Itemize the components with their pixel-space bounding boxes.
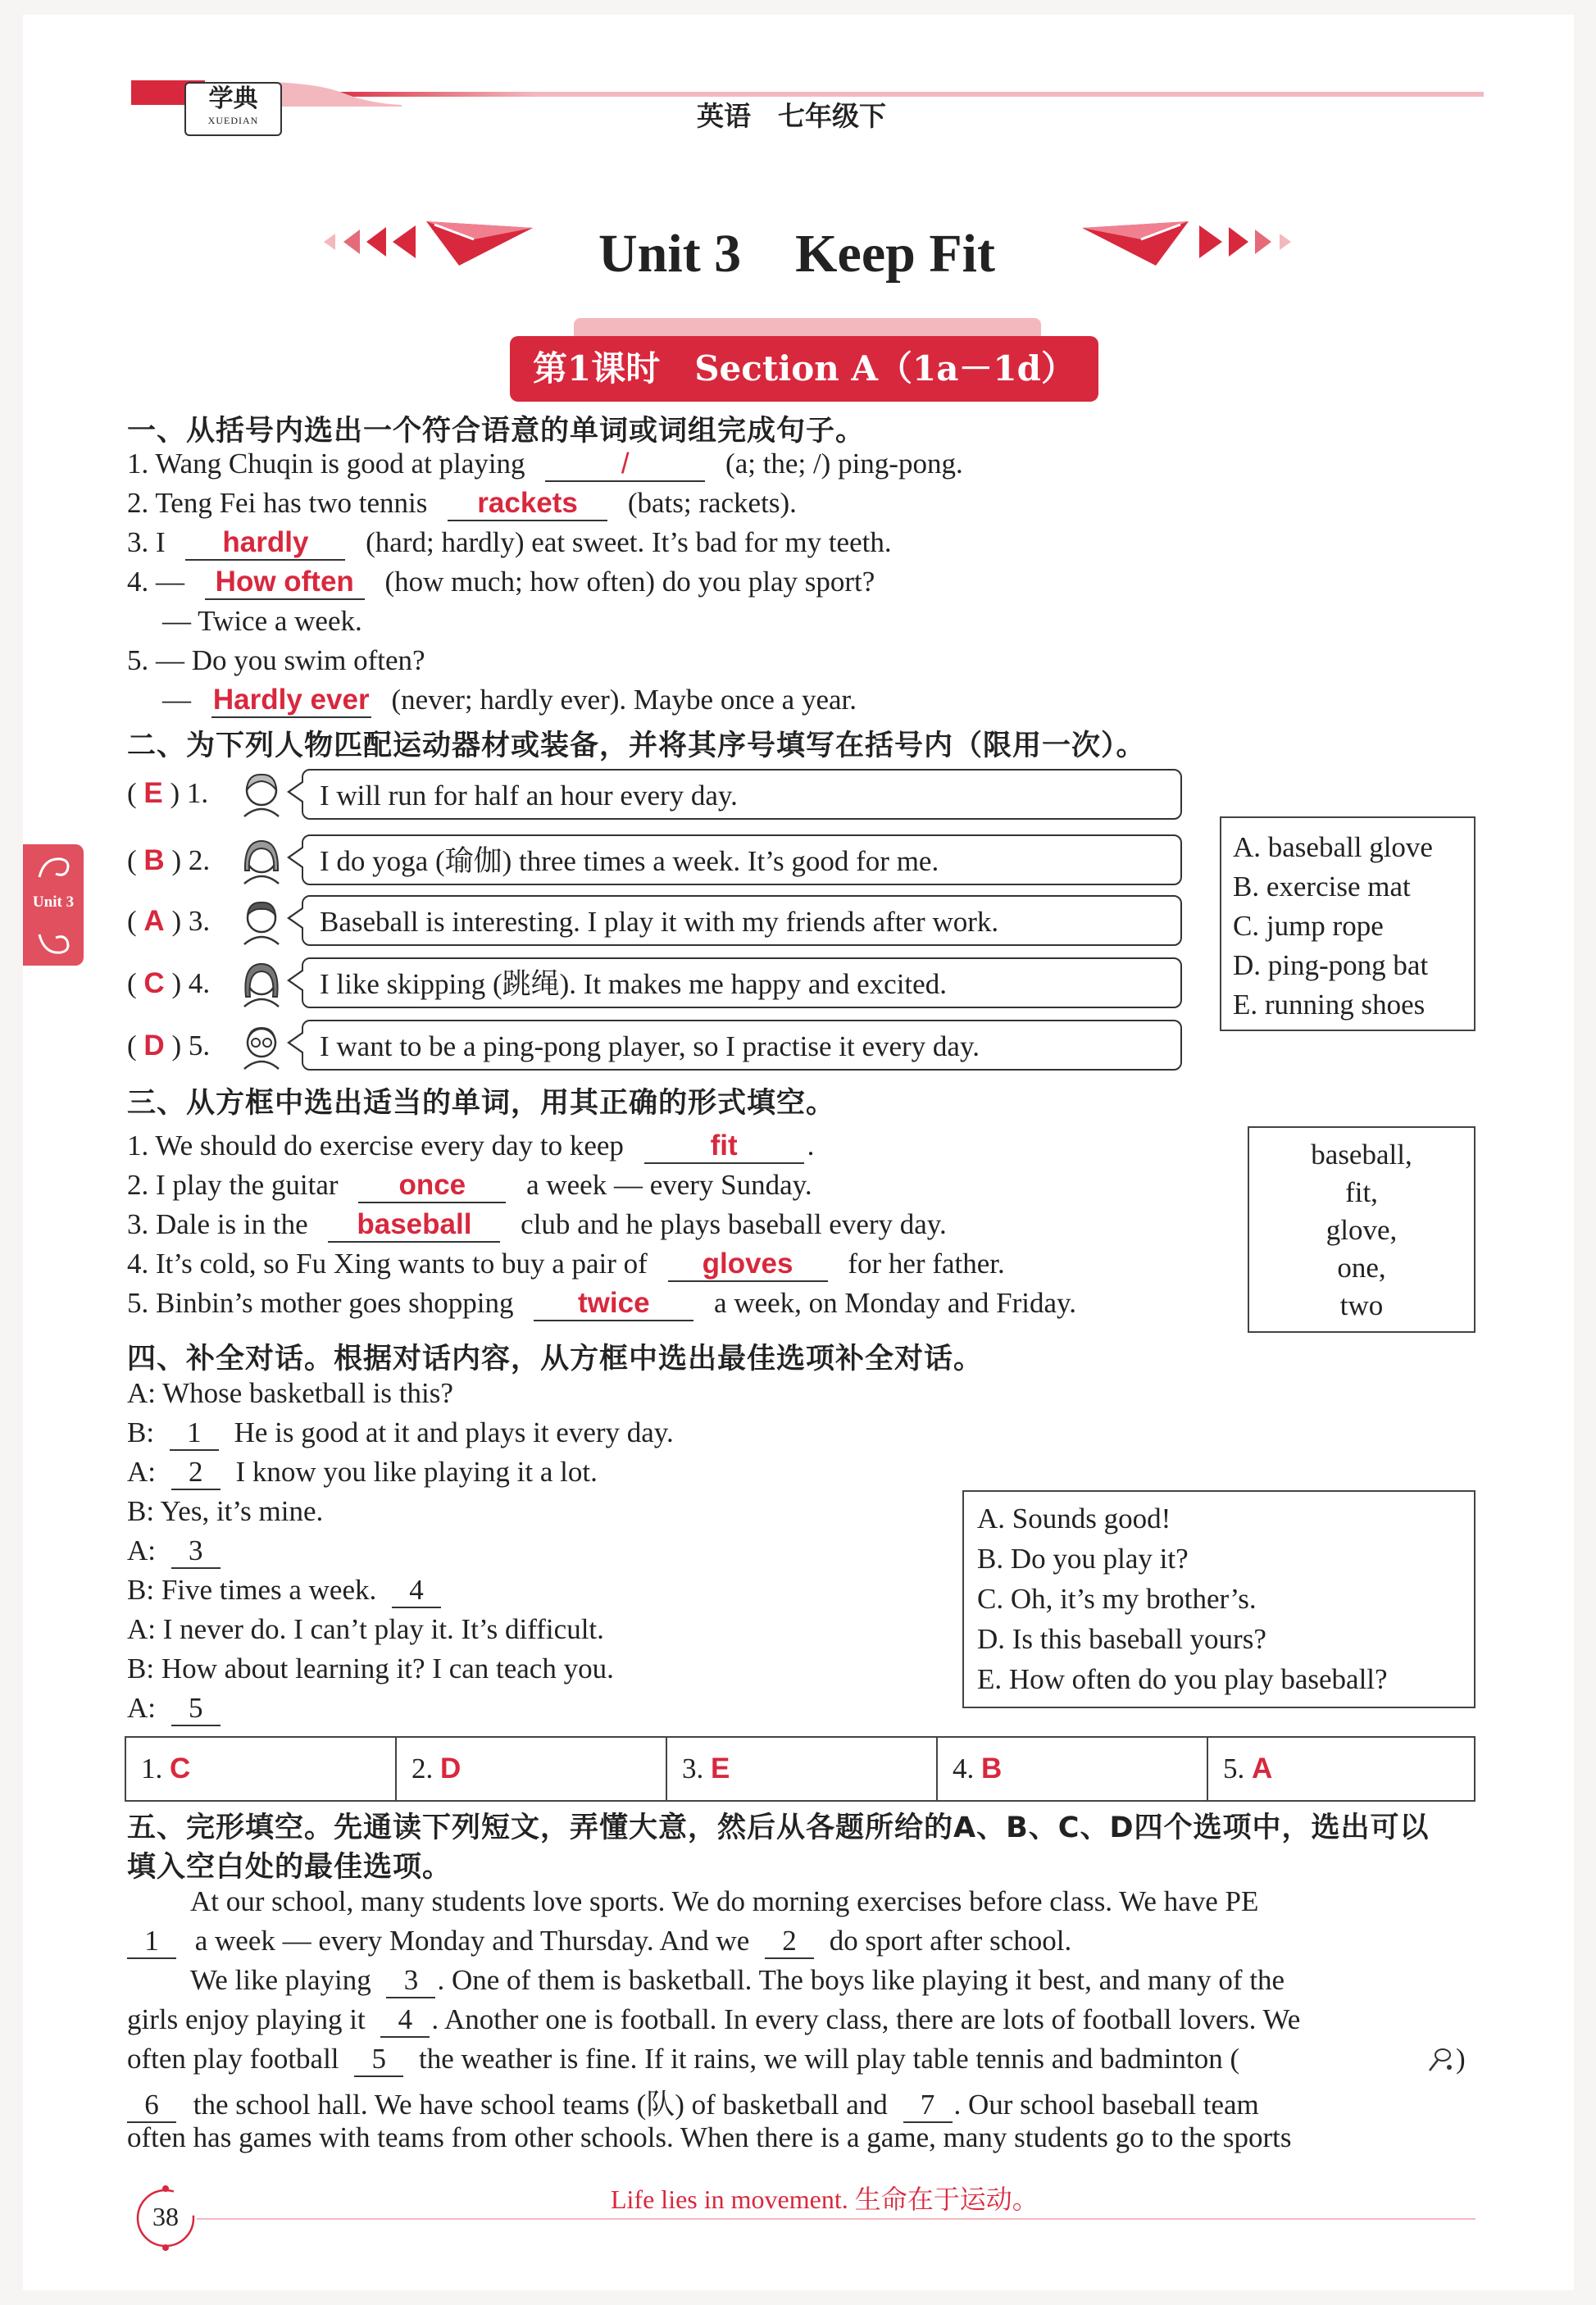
p4-answer-cell bbox=[397, 1738, 667, 1800]
p4-dialog-6 bbox=[127, 1574, 449, 1608]
p2-item-4-answer: C bbox=[143, 967, 165, 999]
p5-blank-1: 1 bbox=[127, 1925, 176, 1959]
woman-avatar-icon bbox=[238, 838, 285, 885]
p2-item-3-num: ( A ) 3. bbox=[127, 905, 211, 937]
p2-item-4-number: 4. bbox=[188, 967, 211, 999]
p5-blank-6: 6 bbox=[127, 2089, 176, 2123]
paper-plane-left-icon bbox=[426, 215, 533, 272]
side-tab-label: Unit 3 bbox=[32, 893, 75, 911]
p4-blank-1: 1 bbox=[170, 1416, 219, 1451]
p5-line-4 bbox=[127, 2003, 1300, 2038]
p3-q4-end: for her father. bbox=[848, 1248, 1005, 1280]
p5-blank-7: 7 bbox=[903, 2089, 953, 2123]
p1-q3 bbox=[127, 526, 892, 561]
header-swoosh bbox=[271, 82, 402, 107]
p3-q4-answer: gloves bbox=[668, 1248, 828, 1282]
woman-avatar-icon bbox=[238, 771, 285, 818]
p2-item-3-bubble: Baseball is interesting. I play it with my friends after work. bbox=[302, 895, 1182, 946]
p1-q1 bbox=[127, 448, 963, 482]
p4-answer-num: 5. bbox=[1223, 1753, 1245, 1784]
lesson-title: 第1课时 Section A（1a－1d） bbox=[533, 348, 1075, 389]
p2-item-2-num: ( B ) 2. bbox=[127, 844, 211, 876]
footer-motto: Life lies in movement. 生命在于运动。 bbox=[611, 2185, 1039, 2214]
p2-item-4-num: ( C ) 4. bbox=[127, 967, 211, 999]
p1-q1-options: (a; the; /) ping-pong. bbox=[725, 448, 963, 480]
p2-item-2-answer: B bbox=[143, 844, 165, 876]
p4-speaker: B: bbox=[127, 1416, 155, 1448]
p4-dialog-8: B: How about learning it? I can teach you. bbox=[127, 1653, 614, 1684]
p3-q4-text: 4. It’s cold, so Fu Xing wants to buy a pair of bbox=[127, 1248, 648, 1280]
p4-speaker: A: bbox=[127, 1692, 156, 1724]
p2-item-5-bubble: I want to be a ping-pong player, so I practise it every day. bbox=[302, 1020, 1182, 1071]
p3-q1 bbox=[127, 1130, 814, 1164]
p1-q4-text: 4. — bbox=[127, 566, 184, 598]
p2-item-4-bubble: I like skipping (跳绳). It makes me happy and excited. bbox=[302, 957, 1182, 1008]
p1-q4-answer: How often bbox=[205, 566, 365, 600]
man-avatar-icon bbox=[238, 898, 285, 946]
woman-avatar-icon bbox=[238, 961, 285, 1008]
p1-q2-answer: rackets bbox=[448, 487, 607, 521]
p3-q2-end: a week — every Sunday. bbox=[526, 1169, 812, 1201]
p4-dialog-3-text: I know you like playing it a lot. bbox=[235, 1456, 598, 1488]
p1-q4 bbox=[127, 566, 875, 600]
p4-option: C. Oh, it’s my brother’s. bbox=[977, 1583, 1257, 1615]
part3-instruction: 三、从方框中选出适当的单词，用其正确的形式填空。 bbox=[127, 1087, 836, 1120]
p5-line-2b: do sport after school. bbox=[829, 1925, 1072, 1957]
p3-word: one, bbox=[1337, 1252, 1386, 1284]
p5-line-3b: . One of them is basketball. The boys like playing it best, and many of the bbox=[437, 1964, 1285, 1996]
p2-option: B. exercise mat bbox=[1233, 871, 1411, 902]
p1-q5-answer: Hardly ever bbox=[211, 684, 371, 718]
p5-bracket-close: ) bbox=[1456, 2043, 1466, 2075]
p5-line-6a: the school hall. We have school teams (队) of basketball and bbox=[193, 2089, 888, 2121]
p4-answer-num: 3. bbox=[682, 1753, 704, 1784]
p4-answer-cell bbox=[938, 1738, 1208, 1800]
p4-dialog-4: B: Yes, it’s mine. bbox=[127, 1495, 324, 1527]
p4-option: D. Is this baseball yours? bbox=[977, 1623, 1266, 1655]
p3-word: fit, bbox=[1345, 1176, 1378, 1208]
p2-option: E. running shoes bbox=[1233, 989, 1425, 1021]
p4-dialog-2-text: He is good at it and plays it every day. bbox=[234, 1416, 674, 1448]
p4-answer-value: A bbox=[1252, 1753, 1273, 1784]
p4-answer-num: 4. bbox=[953, 1753, 975, 1784]
p2-item-1-bubble: I will run for half an hour every day. bbox=[302, 769, 1182, 820]
p4-speaker: A: bbox=[127, 1456, 156, 1488]
p4-blank-5: 5 bbox=[171, 1692, 221, 1726]
p4-answer-cell bbox=[1208, 1738, 1474, 1800]
p2-option: C. jump rope bbox=[1233, 910, 1384, 942]
p1-q1-answer: / bbox=[545, 448, 705, 482]
p1-q5-dash: — bbox=[162, 684, 191, 716]
p3-q3-answer: baseball bbox=[328, 1208, 500, 1243]
part4-instruction: 四、补全对话。根据对话内容，从方框中选出最佳选项补全对话。 bbox=[127, 1343, 984, 1375]
p4-answer-num: 1. bbox=[141, 1753, 163, 1784]
p4-dialog-3 bbox=[127, 1456, 598, 1490]
p5-line-2a: a week — every Monday and Thursday. And we bbox=[194, 1925, 750, 1957]
p5-blank-4: 4 bbox=[380, 2003, 430, 2038]
p4-answer-num: 2. bbox=[412, 1753, 434, 1784]
side-tab-ornament-icon bbox=[36, 852, 72, 885]
p4-blank-4: 4 bbox=[392, 1574, 441, 1608]
p1-q3-answer: hardly bbox=[185, 526, 345, 561]
badminton-icon bbox=[1426, 2046, 1454, 2074]
p3-q3 bbox=[127, 1208, 947, 1243]
p4-dialog-1: A: Whose basketball is this? bbox=[127, 1377, 453, 1409]
side-tab-ornament-icon bbox=[36, 926, 72, 959]
header-subject: 英语 七年级下 bbox=[697, 100, 886, 132]
p5-blank-5: 5 bbox=[354, 2043, 403, 2077]
p2-item-5-number: 5. bbox=[188, 1030, 211, 1062]
p4-dialog-6-text: B: Five times a week. bbox=[127, 1574, 377, 1606]
p2-item-5-num: ( D ) 5. bbox=[127, 1030, 211, 1062]
p4-blank-2: 2 bbox=[171, 1456, 221, 1490]
p5-line-6b: . Our school baseball team bbox=[953, 2089, 1259, 2121]
p3-q2-answer: once bbox=[358, 1169, 506, 1203]
p3-q2 bbox=[127, 1169, 812, 1203]
p4-answer-cell bbox=[126, 1738, 397, 1800]
p4-dialog-5 bbox=[127, 1534, 229, 1569]
p4-dialog-9 bbox=[127, 1692, 229, 1726]
p1-q5-options: (never; hardly ever). Maybe once a year. bbox=[391, 684, 857, 716]
p2-item-1-number: 1. bbox=[186, 777, 209, 809]
brand-logo bbox=[184, 82, 282, 136]
p5-line-5 bbox=[127, 2043, 1239, 2077]
p5-line-4a: girls enjoy playing it bbox=[127, 2003, 366, 2035]
p4-answer-value: E bbox=[711, 1753, 730, 1784]
p3-q3-end: club and he plays baseball every day. bbox=[521, 1208, 947, 1240]
p4-answer-cell bbox=[667, 1738, 938, 1800]
p1-q1-text: 1. Wang Chuqin is good at playing bbox=[127, 448, 525, 480]
p3-q2-text: 2. I play the guitar bbox=[127, 1169, 339, 1201]
p1-q5-question: 5. — Do you swim often? bbox=[127, 644, 425, 676]
p5-line-4b: . Another one is football. In every class, there are lots of football lovers. We bbox=[431, 2003, 1301, 2035]
p3-word: two bbox=[1339, 1289, 1384, 1321]
left-arrows-icon bbox=[324, 221, 422, 262]
p3-q4 bbox=[127, 1248, 1005, 1282]
p4-options-box bbox=[962, 1490, 1476, 1708]
p4-speaker: A: bbox=[127, 1534, 156, 1566]
part5-instruction-line2: 填入空白处的最佳选项。 bbox=[127, 1851, 452, 1884]
p4-answer-table bbox=[125, 1736, 1476, 1802]
p3-q5-end: a week, on Monday and Friday. bbox=[714, 1287, 1076, 1319]
p3-word-box bbox=[1248, 1126, 1476, 1333]
page-number: 38 bbox=[152, 2202, 179, 2231]
p5-line-7: often has games with teams from other schools. When there is a game, many students go to the sports bbox=[127, 2121, 1292, 2153]
p1-q4-reply: — Twice a week. bbox=[162, 605, 362, 637]
p4-option: B. Do you play it? bbox=[977, 1543, 1189, 1575]
part5-instruction-line1: 五、完形填空。先通读下列短文，弄懂大意，然后从各题所给的A、B、C、D四个选项中，选出可以 bbox=[127, 1812, 1430, 1844]
p1-q4-options: (how much; how often) do you play sport? bbox=[384, 566, 875, 598]
p1-q2-options: (bats; rackets). bbox=[627, 487, 797, 519]
p2-item-1-answer: E bbox=[143, 777, 163, 809]
p3-word: glove, bbox=[1325, 1214, 1398, 1246]
p2-item-2-number: 2. bbox=[188, 844, 211, 876]
p5-line-2 bbox=[127, 1925, 1071, 1959]
p3-q5-text: 5. Binbin’s mother goes shopping bbox=[127, 1287, 514, 1319]
p2-option: D. ping-pong bat bbox=[1233, 949, 1429, 981]
p5-line-5a: often play football bbox=[127, 2043, 339, 2075]
p5-line-6 bbox=[127, 2082, 1259, 2123]
part2-instruction: 二、为下列人物匹配运动器材或装备，并将其序号填写在括号内（限用一次）。 bbox=[127, 730, 1146, 762]
p3-q5 bbox=[127, 1287, 1076, 1321]
p4-answer-value: D bbox=[440, 1753, 462, 1784]
p3-word: baseball, bbox=[1311, 1139, 1412, 1171]
right-arrows-icon bbox=[1193, 221, 1291, 262]
p3-q5-answer: twice bbox=[534, 1287, 693, 1321]
brand-name: 学典 bbox=[208, 84, 258, 113]
p5-line-3a: We like playing bbox=[190, 1964, 371, 1996]
p2-item-5-answer: D bbox=[143, 1030, 165, 1062]
footer-rule bbox=[197, 2218, 1476, 2220]
old-man-avatar-icon bbox=[238, 1023, 285, 1071]
p4-answer-value: C bbox=[170, 1753, 191, 1784]
p2-item-3-answer: A bbox=[143, 905, 165, 937]
paper-plane-right-icon bbox=[1082, 215, 1189, 272]
p3-q1-answer: fit bbox=[644, 1130, 804, 1164]
p2-item-1-num: ( E ) 1. bbox=[127, 777, 209, 809]
p4-blank-3: 3 bbox=[171, 1534, 221, 1569]
p3-q1-text: 1. We should do exercise every day to keep bbox=[127, 1130, 624, 1162]
p4-option: A. Sounds good! bbox=[977, 1503, 1171, 1534]
p2-option: A. baseball glove bbox=[1233, 831, 1433, 863]
p5-blank-3: 3 bbox=[386, 1964, 435, 1998]
p3-q1-end: . bbox=[807, 1130, 815, 1162]
p4-option: E. How often do you play baseball? bbox=[977, 1663, 1388, 1695]
p4-answer-value: B bbox=[981, 1753, 1003, 1784]
brand-name-en: XUEDIAN bbox=[207, 115, 259, 126]
p5-line-1: At our school, many students love sports. We do morning exercises before class. We have PE bbox=[190, 1885, 1259, 1917]
p2-item-2-bubble: I do yoga (瑜伽) three times a week. It’s good for me. bbox=[302, 834, 1182, 885]
part1-instruction: 一、从括号内选出一个符合语意的单词或词组完成句子。 bbox=[127, 415, 866, 448]
p1-q5 bbox=[162, 684, 857, 718]
unit-title: Unit 3 Keep Fit bbox=[598, 224, 995, 284]
p4-dialog-7: A: I never do. I can’t play it. It’s difficult. bbox=[127, 1613, 604, 1645]
p4-dialog-2 bbox=[127, 1416, 674, 1451]
p2-item-3-number: 3. bbox=[188, 905, 211, 937]
p5-line-3 bbox=[190, 1964, 1285, 1998]
p5-blank-2: 2 bbox=[765, 1925, 814, 1959]
p2-options-box bbox=[1220, 816, 1476, 1031]
p1-q3-options: (hard; hardly) eat sweet. It’s bad for my teeth. bbox=[366, 526, 892, 558]
p5-line-5b: the weather is fine. If it rains, we will play table tennis and badminton ( bbox=[419, 2043, 1240, 2075]
p1-q3-text: 3. I bbox=[127, 526, 166, 558]
p1-q2 bbox=[127, 487, 797, 521]
p1-q2-text: 2. Teng Fei has two tennis bbox=[127, 487, 428, 519]
p3-q3-text: 3. Dale is in the bbox=[127, 1208, 308, 1240]
